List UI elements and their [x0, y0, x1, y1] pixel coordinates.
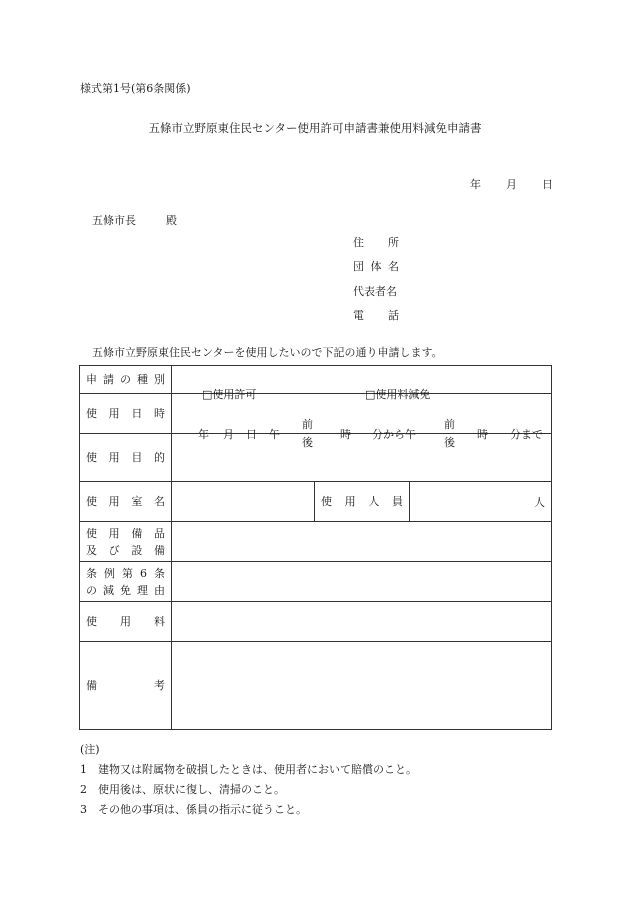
label-char: 備: [153, 543, 165, 557]
label-char: 用: [120, 615, 131, 628]
form-number: 様式第1号(第6条関係): [80, 82, 191, 95]
row-remarks: [80, 642, 552, 730]
label-char: 電: [353, 309, 364, 322]
label-line: [86, 582, 165, 599]
addressee-honorific: 殿: [166, 214, 177, 227]
label-char: 考: [154, 679, 165, 692]
notes-list: [80, 760, 417, 820]
dt-start-hour: 時: [340, 427, 351, 441]
label-char: 員: [391, 495, 403, 508]
note-text: その他の事項は、係員の指示に従うこと。: [98, 803, 307, 816]
label-char: 代表者名: [353, 285, 397, 298]
reduction-reason-field[interactable]: [172, 562, 552, 602]
label-line: [86, 405, 165, 422]
note-item: [80, 760, 417, 780]
note-number: 1: [80, 763, 87, 776]
label-char: 室: [131, 495, 143, 508]
label-char: 用: [344, 495, 356, 508]
dt-start-am: 前: [302, 417, 313, 431]
label-char: 名: [153, 495, 165, 508]
dt-weekday: 午: [269, 427, 280, 441]
label-char: 設: [131, 543, 143, 557]
row-reduction-reason: [80, 562, 552, 602]
label-char: 及: [86, 543, 97, 557]
label-char: 体: [370, 260, 382, 273]
label-char: 免: [120, 583, 131, 597]
note-item: [80, 800, 417, 820]
applicant-phone-label: [353, 307, 399, 324]
date-month: 月: [506, 178, 517, 191]
label-char: 人: [368, 495, 380, 508]
fee-field[interactable]: [172, 602, 552, 642]
label-reduction-reason: [80, 562, 172, 602]
row-room: [80, 482, 552, 522]
label-char: 減: [103, 583, 114, 597]
label-char: 請: [103, 373, 114, 386]
label-fee: [80, 602, 172, 642]
dt-start-ampm: [302, 416, 313, 452]
dt-year: 年: [198, 427, 209, 441]
document-title: 五條市立野原東住民センター使用許可申請書兼使用料減免申請書: [148, 121, 482, 135]
dt-end-am: 前: [444, 417, 455, 431]
label-char: 条: [154, 566, 165, 580]
row-application-type: [80, 366, 552, 394]
label-char: 品: [153, 526, 165, 540]
label-char: 例: [104, 566, 115, 580]
note-text: 使用後は、原状に復し、清掃のこと。: [98, 783, 285, 796]
label-line: [86, 371, 165, 388]
row-equipment: [80, 522, 552, 562]
notes: [80, 740, 417, 820]
label-char: 条: [86, 566, 97, 580]
label-char: 別: [154, 373, 165, 386]
label-char: 使: [86, 407, 97, 420]
room-name-field[interactable]: [172, 482, 315, 522]
note-text: 建物又は附属物を破損したときは、使用者において賠償のこと。: [98, 763, 417, 776]
note-item: [80, 780, 417, 800]
label-line: [86, 493, 165, 510]
application-table: [79, 365, 552, 730]
label-char: 使: [86, 495, 97, 508]
label-char: 由: [154, 583, 165, 597]
label-remarks: [80, 642, 172, 730]
label-char: 使: [86, 526, 97, 540]
label-use-datetime: [80, 394, 172, 434]
label-char: 6: [140, 566, 147, 580]
label-char: 備: [131, 526, 143, 540]
applicant-group-label: [353, 258, 399, 275]
label-char: 第: [122, 566, 133, 580]
dt-end-hour: 時: [477, 427, 488, 441]
row-fee: [80, 602, 552, 642]
label-char: 団: [353, 260, 364, 273]
label-room-name: [80, 482, 172, 522]
label-application-type: [80, 366, 172, 394]
label-char: 用: [108, 451, 120, 464]
label-char: 目: [131, 451, 143, 464]
equipment-field[interactable]: [172, 522, 552, 562]
label-line: [86, 677, 165, 694]
label-line: [86, 542, 165, 559]
intro-text: 五條市立野原東住民センターを使用したいので下記の通り申請します。: [92, 346, 443, 359]
application-type-options: [172, 366, 552, 401]
remarks-field[interactable]: [172, 642, 552, 730]
label-char: 住: [353, 236, 364, 249]
dt-day: 日: [246, 427, 257, 441]
label-char: 所: [388, 236, 399, 249]
dt-start-pm: 後: [302, 435, 313, 449]
label-char: 備: [86, 679, 97, 692]
label-char: の: [120, 373, 131, 386]
label-char: 種: [137, 373, 148, 386]
label-char: 使: [86, 451, 97, 464]
label-char: 話: [388, 309, 399, 322]
date-day: 日: [542, 178, 553, 191]
label-char: 用: [108, 526, 120, 540]
dt-from: 分から午: [372, 427, 416, 441]
label-line: [86, 525, 165, 542]
dt-end-pm: 後: [444, 435, 455, 449]
label-char: 用: [108, 407, 120, 420]
label-char: の: [86, 583, 97, 597]
row-use-datetime: [80, 394, 552, 434]
dt-until: 分まで: [510, 427, 543, 441]
label-char: 使: [321, 495, 332, 508]
label-char: 用: [108, 495, 120, 508]
dt-end-ampm: [444, 416, 455, 452]
label-line: [321, 493, 403, 510]
label-char: 使: [86, 615, 97, 628]
label-char: 申: [86, 373, 97, 386]
label-char: 料: [154, 615, 165, 628]
note-number: 3: [80, 803, 87, 816]
persons-unit: 人: [534, 495, 546, 509]
persons-field[interactable]: [410, 482, 552, 522]
checkbox-fee-reduction[interactable]: □使用料減免: [365, 387, 431, 401]
label-use-purpose: [80, 434, 172, 482]
addressee: [92, 212, 177, 228]
label-char: 名: [388, 260, 399, 273]
checkbox-use-permit[interactable]: □使用許可: [202, 387, 257, 401]
label-char: 理: [137, 583, 148, 597]
label-persons: [315, 482, 410, 522]
notes-heading: (注): [80, 743, 100, 756]
label-line: [86, 565, 165, 582]
dt-month: 月: [223, 427, 234, 441]
label-line: [86, 449, 165, 466]
label-char: 日: [131, 407, 143, 420]
addressee-name: 五條市長: [92, 214, 136, 227]
label-char: び: [108, 543, 120, 557]
applicant-representative-label: [353, 283, 399, 300]
date-year: 年: [470, 178, 481, 191]
label-char: 時: [153, 407, 165, 420]
label-char: 的: [153, 451, 165, 464]
note-number: 2: [80, 783, 87, 796]
label-equipment: [80, 522, 172, 562]
label-line: [86, 613, 165, 630]
applicant-address-label: [353, 234, 399, 251]
